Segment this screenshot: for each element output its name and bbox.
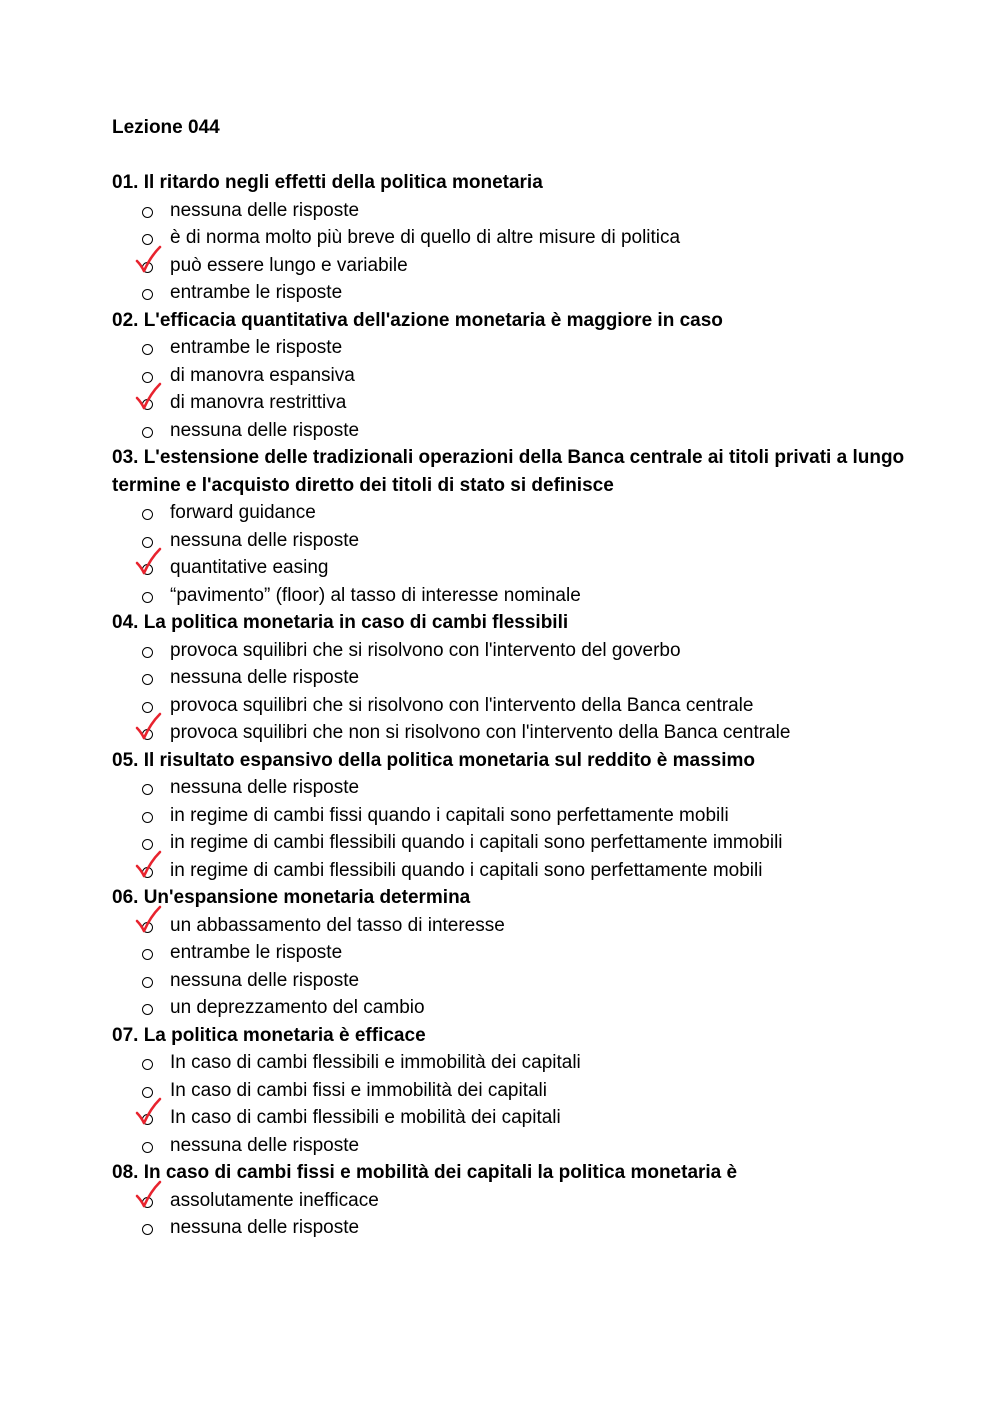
answer-option — [112, 1132, 932, 1160]
answer-option — [112, 664, 932, 692]
answer-option-text: assolutamente inefficace — [170, 1189, 379, 1211]
answer-option-correct — [112, 1104, 932, 1132]
answer-option-text: di manovra restrittiva — [170, 392, 347, 413]
circle-bullet-icon — [142, 802, 156, 830]
answer-option-text: può essere lungo e variabile — [170, 254, 408, 276]
answer-option — [112, 197, 932, 225]
answer-option-text: In caso di cambi flessibili e immobilità dei capitali — [170, 1052, 581, 1073]
question-text: 04. La politica monetaria in caso di cambi flessibili — [112, 612, 569, 633]
question-text: 07. La politica monetaria è efficace — [112, 1024, 426, 1046]
answer-options — [112, 637, 932, 747]
circle-bullet-icon — [142, 939, 156, 967]
circle-bullet-icon — [142, 499, 156, 527]
lesson-title: Lezione 044 — [112, 117, 220, 138]
answer-option-correct — [112, 252, 932, 280]
answer-option-correct — [112, 1187, 932, 1215]
answer-option-text: nessuna delle risposte — [170, 419, 360, 441]
answer-option-text: in regime di cambi flessibili quando i capitali sono perfettamente mobili — [170, 859, 763, 881]
answer-options — [112, 197, 932, 307]
answer-option-text: un deprezzamento del cambio — [170, 997, 425, 1018]
answer-options — [112, 334, 932, 444]
answer-option — [112, 692, 932, 720]
answer-option — [112, 1214, 932, 1242]
answer-option-correct — [112, 719, 932, 747]
answer-option — [112, 939, 932, 967]
answer-option-text: nessuna delle risposte — [170, 1134, 360, 1156]
answer-option — [112, 1077, 932, 1105]
answer-option-text: nessuna delle risposte — [170, 199, 360, 221]
checkmark-icon — [134, 850, 164, 880]
circle-bullet-icon — [142, 417, 156, 445]
answer-option-text: quantitative easing — [170, 557, 329, 578]
answer-option-text: in regime di cambi fissi quando i capitali sono perfettamente mobili — [170, 804, 729, 826]
question-block — [112, 1159, 932, 1242]
answer-options — [112, 1049, 932, 1159]
answer-option-text: in regime di cambi flessibili quando i capitali sono perfettamente immobili — [170, 832, 783, 853]
question-text: 02. L'efficacia quantitativa dell'azione monetaria è maggiore in caso — [112, 309, 723, 331]
answer-options — [112, 774, 932, 884]
answer-option-text: di manovra espansiva — [170, 364, 355, 386]
answer-option — [112, 967, 932, 995]
answer-option — [112, 334, 932, 362]
question-block — [112, 884, 932, 1022]
answer-option — [112, 637, 932, 665]
answer-option-text: entrambe le risposte — [170, 282, 343, 303]
answer-option — [112, 362, 932, 390]
answer-option-text: entrambe le risposte — [170, 942, 343, 963]
answer-option-text: “pavimento” (floor) al tasso di interesse nominale — [170, 584, 581, 606]
answer-option-text: forward guidance — [170, 502, 316, 523]
checkmark-icon — [134, 712, 164, 742]
checkmark-icon — [134, 1097, 164, 1127]
circle-bullet-icon — [142, 197, 156, 225]
circle-bullet-icon — [142, 967, 156, 995]
answer-option-text: nessuna delle risposte — [170, 969, 360, 991]
question-block — [112, 444, 932, 609]
document-page — [112, 114, 932, 1242]
question-block — [112, 1022, 932, 1160]
circle-bullet-icon — [142, 637, 156, 665]
question-block — [112, 307, 932, 445]
question-text: 06. Un'espansione monetaria determina — [112, 887, 471, 908]
checkmark-icon — [134, 1180, 164, 1210]
checkmark-icon — [134, 547, 164, 577]
answer-option-text: provoca squilibri che non si risolvono con l'intervento della Banca centrale — [170, 722, 791, 743]
question-text: 03. L'estensione delle tradizionali operazioni della Banca centrale ai titoli privati a lungo termine e l'acquisto diretto dei titoli di stato si definisce — [112, 447, 905, 496]
checkmark-icon — [134, 382, 164, 412]
circle-bullet-icon — [142, 774, 156, 802]
answer-option — [112, 527, 932, 555]
circle-bullet-icon — [142, 582, 156, 610]
circle-bullet-icon — [142, 994, 156, 1022]
answer-option-correct — [112, 857, 932, 885]
answer-option-text: è di norma molto più breve di quello di altre misure di politica — [170, 227, 681, 248]
answer-option — [112, 802, 932, 830]
answer-option — [112, 994, 932, 1022]
question-block — [112, 169, 932, 307]
question-block — [112, 747, 932, 885]
answer-option — [112, 774, 932, 802]
answer-option-text: nessuna delle risposte — [170, 1217, 360, 1238]
answer-option — [112, 279, 932, 307]
circle-bullet-icon — [142, 334, 156, 362]
circle-bullet-icon — [142, 1214, 156, 1242]
answer-option-correct — [112, 554, 932, 582]
answer-option-text: entrambe le risposte — [170, 337, 343, 358]
checkmark-icon — [134, 245, 164, 275]
answer-option — [112, 417, 932, 445]
circle-bullet-icon — [142, 664, 156, 692]
answer-options — [112, 499, 932, 609]
question-text: 01. Il ritardo negli effetti della politica monetaria — [112, 172, 543, 193]
answer-option — [112, 829, 932, 857]
answer-option — [112, 1049, 932, 1077]
answer-option-text: nessuna delle risposte — [170, 667, 360, 688]
answer-option — [112, 224, 932, 252]
question-block — [112, 609, 932, 747]
answer-options — [112, 912, 932, 1022]
circle-bullet-icon — [142, 1132, 156, 1160]
answer-option-text: nessuna delle risposte — [170, 777, 360, 798]
answer-option-text: provoca squilibri che si risolvono con l'intervento del goverbo — [170, 639, 681, 661]
answer-options — [112, 1187, 932, 1242]
answer-option-text: In caso di cambi fissi e immobilità dei capitali — [170, 1079, 547, 1101]
circle-bullet-icon — [142, 1049, 156, 1077]
answer-option-correct — [112, 389, 932, 417]
answer-option-correct — [112, 912, 932, 940]
question-text: 08. In caso di cambi fissi e mobilità dei capitali la politica monetaria è — [112, 1162, 738, 1183]
answer-option — [112, 499, 932, 527]
answer-option-text: provoca squilibri che si risolvono con l'intervento della Banca centrale — [170, 694, 754, 716]
checkmark-icon — [134, 905, 164, 935]
answer-option-text: un abbassamento del tasso di interesse — [170, 914, 505, 936]
circle-bullet-icon — [142, 279, 156, 307]
answer-option — [112, 582, 932, 610]
answer-option-text: In caso di cambi flessibili e mobilità dei capitali — [170, 1107, 561, 1128]
question-list — [112, 169, 932, 1242]
question-text: 05. Il risultato espansivo della politica monetaria sul reddito è massimo — [112, 749, 756, 771]
answer-option-text: nessuna delle risposte — [170, 529, 360, 551]
